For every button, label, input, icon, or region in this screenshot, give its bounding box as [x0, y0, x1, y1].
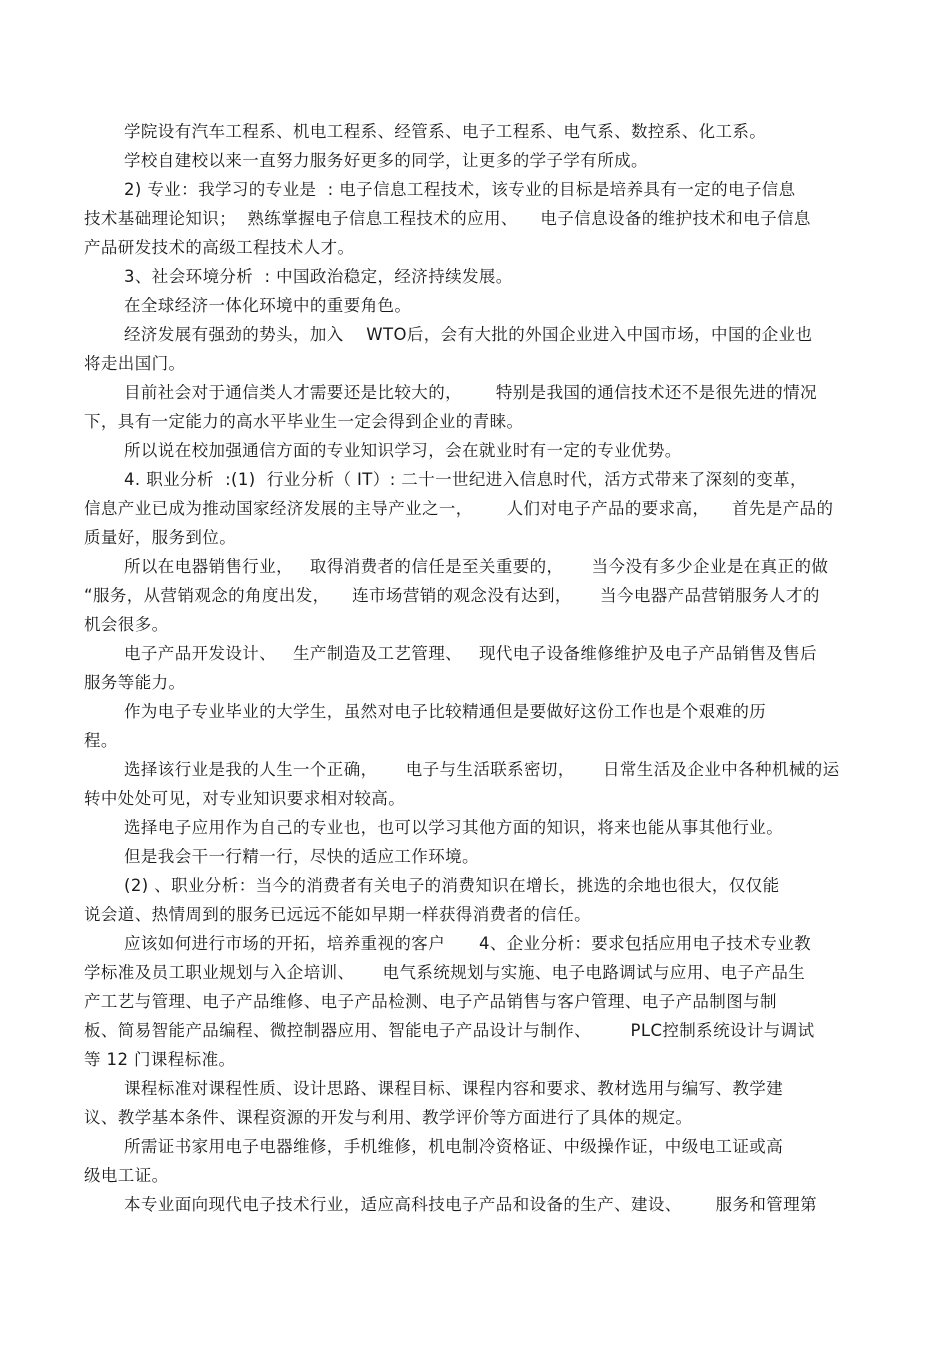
text-line: 服务等能力。	[84, 673, 186, 692]
text-line: 级电工证。	[84, 1166, 169, 1185]
text-line: 应该如何进行市场的开拓，培养重视的客户 4、企业分析：要求包括应用电子技术专业教	[124, 934, 811, 953]
text-line: 所以说在校加强通信方面的专业知识学习，会在就业时有一定的专业优势。	[124, 441, 682, 460]
text-line: 所需证书家用电子电器维修，手机维修，机电制冷资格证、中级操作证，中级电工证或高	[124, 1137, 784, 1156]
text-line: 板、简易智能产品编程、微控制器应用、智能电子产品设计与制作、 PLC控制系统设计与调试	[84, 1021, 815, 1040]
text-line: 议、教学基本条件、课程资源的开发与利用、教学评价等方面进行了具体的规定。	[84, 1108, 693, 1127]
text-line: 目前社会对于通信类人才需要还是比较大的， 特别是我国的通信技术还不是很先进的情况	[124, 383, 817, 402]
text-line: 在全球经济一体化环境中的重要角色。	[124, 296, 412, 315]
text-line: 本专业面向现代电子技术行业，适应高科技电子产品和设备的生产、建设、 服务和管理第	[124, 1195, 817, 1214]
text-line: 程。	[84, 731, 118, 750]
text-line: 2) 专业：我学习的专业是 : 电子信息工程技术，该专业的目标是培养具有一定的电子信息	[124, 180, 796, 199]
text-line: 技术基础理论知识； 熟练掌握电子信息工程技术的应用、 电子信息设备的维护技术和电子信息	[84, 209, 811, 228]
text-line: 机会很多。	[84, 615, 169, 634]
text-line: 信息产业已成为推动国家经济发展的主导产业之一， 人们对电子产品的要求高， 首先是产品的	[84, 499, 834, 518]
text-line: 4. 职业分析 :(1) 行业分析（ IT）: 二十一世纪进入信息时代，活方式带来了深刻的变革，	[124, 470, 807, 489]
text-line: (2) 、职业分析：当今的消费者有关电子的消费知识在增长，挑选的余地也很大，仅仅能	[124, 876, 780, 895]
text-line: 质量好，服务到位。	[84, 528, 237, 547]
text-line: 但是我会干一行精一行，尽快的适应工作环境。	[124, 847, 479, 866]
text-line: 转中处处可见，对专业知识要求相对较高。	[84, 789, 406, 808]
text-line: 学校自建校以来一直努力服务好更多的同学，让更多的学子学有所成。	[124, 151, 648, 170]
text-line: 将走出国门。	[84, 354, 186, 373]
text-line: 等 12 门课程标准。	[84, 1050, 236, 1069]
text-line: 选择该行业是我的人生一个正确， 电子与生活联系密切， 日常生活及企业中各种机械的运	[124, 760, 840, 779]
text-line: “服务，从营销观念的角度出发， 连市场营销的观念没有达到， 当今电器产品营销服务人才的	[84, 586, 820, 605]
text-line: 电子产品开发设计、 生产制造及工艺管理、 现代电子设备维修维护及电子产品销售及售后	[124, 644, 817, 663]
text-line: 作为电子专业毕业的大学生，虽然对电子比较精通但是要做好这份工作也是个艰难的历	[124, 702, 767, 721]
text-line: 所以在电器销售行业， 取得消费者的信任是至关重要的， 当今没有多少企业是在真正的做	[124, 557, 829, 576]
text-line: 说会道、热情周到的服务已远远不能如早期一样获得消费者的信任。	[84, 905, 591, 924]
text-line: 选择电子应用作为自己的专业也，也可以学习其他方面的知识，将来也能从事其他行业。	[124, 818, 784, 837]
text-line: 课程标准对课程性质、设计思路、课程目标、课程内容和要求、教材选用与编写、教学建	[124, 1079, 784, 1098]
text-line: 下，具有一定能力的高水平毕业生一定会得到企业的青睐。	[84, 412, 524, 431]
text-line: 产品研发技术的高级工程技术人才。	[84, 238, 355, 257]
text-line: 学标准及员工职业规划与入企培训、 电气系统规划与实施、电子电路调试与应用、电子产品生	[84, 963, 806, 982]
text-line: 经济发展有强劲的势头，加入 WTO后，会有大批的外国企业进入中国市场，中国的企业也	[124, 325, 813, 344]
text-line: 产工艺与管理、电子产品维修、电子产品检测、电子产品销售与客户管理、电子产品制图与制	[84, 992, 777, 1011]
text-line: 3、社会环境分析 : 中国政治稳定，经济持续发展。	[124, 267, 513, 286]
text-line: 学院设有汽车工程系、机电工程系、经管系、电子工程系、电气系、数控系、化工系。	[124, 122, 767, 141]
